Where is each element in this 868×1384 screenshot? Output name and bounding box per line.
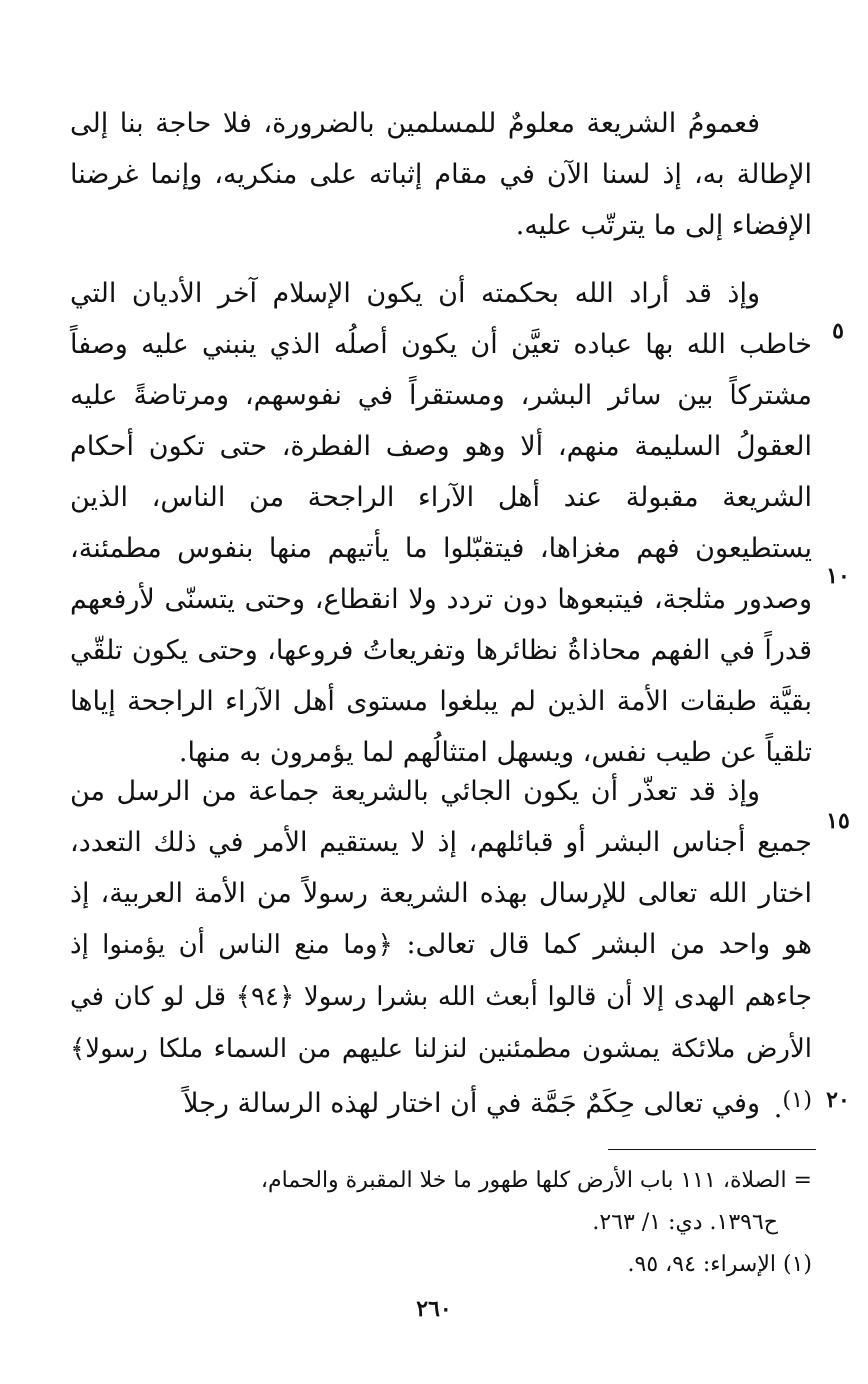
paragraph-3-text: وإذ قد تعذّر أن يكون الجائي بالشريعة جماعة من الرسل من جميع أجناس البشر أو قبائلهم، إذ لا يستقيم الأمر في ذلك التعدد، اختار الله تعالى للإرسال بهذه الشريعة رسولاً من الأمة العربية، إذ هو واحد من البشر كما قال تعالى: — [70, 776, 812, 960]
footnote-continuation-2: ح١٣٩٦. دي: ١/ ٢٦٣. — [592, 1210, 778, 1235]
quran-verse-close: ﴾ — [70, 1034, 86, 1064]
paragraph-4: وفي تعالى حِكَمٌ جَمَّة في أن اختار لهذه الرسالة رجلاً — [183, 1088, 760, 1119]
quran-verse: وما منع الناس أن يؤمنوا إذ جاءهم الهدى إلا أن قالوا أبعث الله بشرا رسولا ﴿٩٤﴾ قل لو كان في الأرض ملائكة يمشون مطمئنين لنزلنا عليهم من السماء ملكا رسولا — [70, 930, 812, 1064]
footnote-continuation: = الصلاة، ١١١ باب الأرض كلها طهور ما خلا المقبرة والحمام، — [260, 1168, 812, 1193]
footnotes — [70, 1160, 812, 1286]
quran-verse-open: ﴿ — [377, 930, 393, 960]
paragraph-3: وإذ قد تعذّر أن يكون الجائي بالشريعة جماعة من الرسل من جميع أجناس البشر أو قبائلهم، إذ لا يستقيم الأمر في ذلك التعدد، اختار الله تعالى للإرسال بهذه الشريعة رسولاً من الأمة العربية، إذ هو واحد من البشر كما قال تعالى: ﴿وما منع الناس أن يؤمنوا إذ جاءهم الهدى إلا أن قالوا أبعث الله بشرا رسولا ﴿٩٤﴾ قل لو كان في الأرض ملائكة يمشون مطمئنين لنزلنا عليهم من السماء ملكا رسولا﴾$^{(١)}$. — [70, 776, 812, 1124]
paragraph-2: وإذ قد أراد الله بحكمته أن يكون الإسلام آخر الأديان التي خاطب الله بها عباده تعيَّن أن يكون أصلُه الذي ينبني عليه وصفاً مشتركاً بين سائر البشر، ومستقراً في نفوسهم، ومرتاضةً عليه العقولُ السليمة منهم، ألا وهو وصف الفطرة، حتى تكون أحكام الشريعة مقبولة عند أهل الآراء الراجحة من الناس، الذين يستطيعون فهم مغزاها، فيتقبّلوا ما يأتيهم منها بنفوس مطمئنة، وصدور مثلجة، فيتبعوها دون تردد ولا انقطاع، وحتى يتسنّى لأرفعهم قدراً في الفهم محاذاةُ نظائرها وتفريعاتُ فروعها، وحتى يكون تلقّي بقيَّة طبقات الأمة الذين لم يبلغوا مستوى أهل الآراء الراجحة إياها تلقياً عن طيب نفس، ويسهل امتثالُهم لما يؤمرون به منها. — [70, 278, 812, 768]
footnote-divider — [608, 1149, 816, 1150]
paragraph-1: فعمومُ الشريعة معلومٌ للمسلمين بالضرورة، فلا حاجة بنا إلى الإطالة به، إذ لسنا الآن في مقام إثباته على منكريه، وإنما غرضنا الإفضاء إلى ما يترتّب عليه. — [70, 108, 812, 241]
line-number-20: ٢٠ — [826, 1087, 850, 1113]
line-number-5: ٥ — [832, 318, 844, 344]
footnote-ref: (١) — [782, 1087, 812, 1113]
page-number: ٢٦٠ — [416, 1296, 452, 1322]
footnote-1: (١) الإسراء: ٩٤، ٩٥. — [627, 1252, 812, 1277]
line-number-15: ١٥ — [826, 808, 850, 834]
line-number-10: ١٠ — [826, 563, 850, 589]
